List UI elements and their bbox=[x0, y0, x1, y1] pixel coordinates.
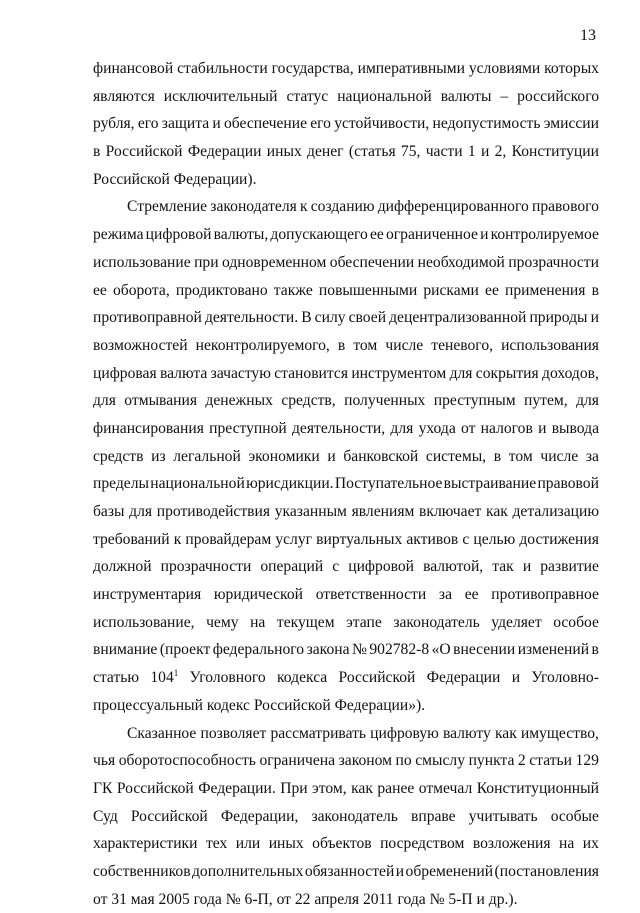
text-line: Российской Федерации). bbox=[93, 166, 599, 194]
text-line: ГК Российской Федерации. При этом, как ранее отмечал Конституционный bbox=[93, 775, 599, 803]
text-line: возможностей неконтролируемого, в том числе теневого, использования bbox=[93, 332, 599, 360]
text-line: внимание (проект федерального закона № 902782-8 «О внесении изменений в bbox=[93, 636, 599, 664]
footnote-superscript: 1 bbox=[174, 668, 179, 678]
text-line: для отмывания денежных средств, полученных преступным путем, для bbox=[93, 387, 599, 415]
text-line: в Российской Федерации иных денег (статья 75, части 1 и 2, Конституции bbox=[93, 138, 599, 166]
text-line: статью $104^1$ Уголовного кодекса Российской Федерации и Уголовно- bbox=[93, 664, 599, 692]
text-line: процессуальный кодекс Российской Федерации»). bbox=[93, 692, 599, 720]
text-line: характеристики тех или иных объектов посредством возложения на их bbox=[93, 830, 599, 858]
text-line: финансирования преступной деятельности, для ухода от налогов и вывода bbox=[93, 415, 599, 443]
text-line: средств из легальной экономики и банковской системы, в том числе за bbox=[93, 443, 599, 471]
text-line: чья оборотоспособность ограничена законом по смыслу пункта 2 статьи 129 bbox=[93, 747, 599, 775]
paragraph bbox=[93, 55, 599, 193]
text-line: противоправной деятельности. В силу своей децентрализованной природы и bbox=[93, 304, 599, 332]
text-line: рубля, его защита и обеспечение его устойчивости, недопустимость эмиссии bbox=[93, 110, 599, 138]
text-line: являются исключительный статус национальной валюты – российского bbox=[93, 83, 599, 111]
text-line: от 31 мая 2005 года № 6-П, от 22 апреля 2011 года № 5-П и др.). bbox=[93, 886, 599, 913]
text-line: режима цифровой валюты, допускающего ее ограниченное и контролируемое bbox=[93, 221, 599, 249]
text-line: должной прозрачности операций с цифровой валютой, так и развитие bbox=[93, 553, 599, 581]
text-line: требований к провайдерам услуг виртуальных активов с целью достижения bbox=[93, 526, 599, 554]
text-line: пределы национальной юрисдикции. Поступательное выстраивание правовой bbox=[93, 470, 599, 498]
paragraph bbox=[93, 720, 599, 913]
text-line: собственников дополнительных обязанностей и обременений (постановления bbox=[93, 858, 599, 886]
paragraph bbox=[93, 193, 599, 719]
text-line: использование при одновременном обеспечении необходимой прозрачности bbox=[93, 249, 599, 277]
text-line: Сказанное позволяет рассматривать цифровую валюту как имущество, bbox=[93, 720, 599, 748]
text-line: цифровая валюта зачастую становится инструментом для сокрытия доходов, bbox=[93, 360, 599, 388]
text-line: базы для противодействия указанным явлениям включает как детализацию bbox=[93, 498, 599, 526]
page-number: 13 bbox=[580, 26, 596, 46]
text-line: финансовой стабильности государства, императивными условиями которых bbox=[93, 55, 599, 83]
text-line: ее оборота, продиктовано также повышенными рисками ее применения в bbox=[93, 277, 599, 305]
text-line: Стремление законодателя к созданию дифференцированного правового bbox=[93, 193, 599, 221]
text-line: использование, чему на текущем этапе законодатель уделяет особое bbox=[93, 609, 599, 637]
document-body bbox=[93, 55, 599, 913]
text-line: инструментария юридической ответственности за ее противоправное bbox=[93, 581, 599, 609]
text-line: Суд Российской Федерации, законодатель вправе учитывать особые bbox=[93, 803, 599, 831]
